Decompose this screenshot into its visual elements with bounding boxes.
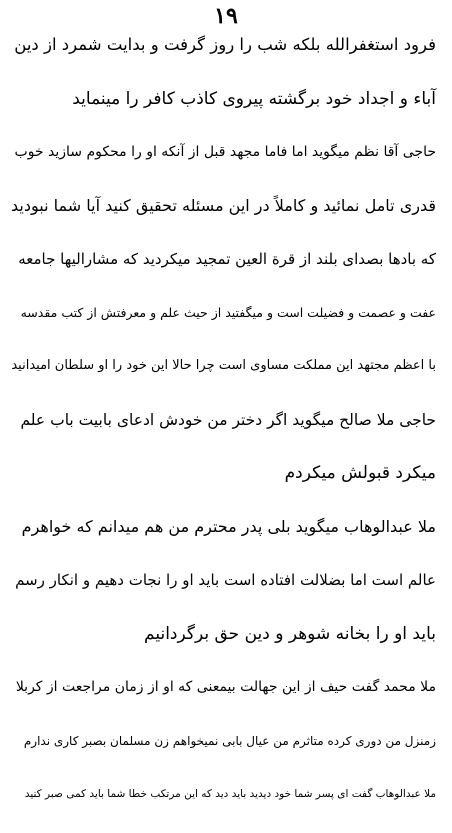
- text-line-4: قدری تامل نمائید و کاملاً در این مسئله تحقیق کنید آیا شما نبودید: [11, 195, 436, 215]
- text-line-5: که بادها بصدای بلند از قرة العین تمجید میکردید که مشارالیها جامعه: [18, 250, 436, 268]
- text-line-14: زمنزل من دوری کرده متاثرم من عیال بابی نمیخواهم زن مسلمان بصبر کاری ندارم: [23, 733, 436, 748]
- text-line-6: عفت و عصمت و فضیلت است و میگفتید از حیث علم و معرفتش از کتب مقدسه: [20, 304, 436, 320]
- text-line-11: عالم است اما بضلالت افتاده است باید او را نجات دهیم و انکار رسم: [15, 571, 436, 589]
- text-line-13: ملا محمد گفت حیف از این جهالت بیمعنی که او از زمان مراجعت از کربلا: [15, 679, 436, 695]
- text-line-2: آباء و اجداد خود برگشته پیروی کاذب کافر را مینماید: [72, 88, 436, 109]
- text-line-3: حاجی آقا نظم میگوید اما فاما مجهد قبل از آنکه او را محکوم سازید خوب: [14, 144, 436, 160]
- text-line-8: حاجی ملا صالح میگوید اگر دختر من خودش ادعای بابیت باب علم: [20, 410, 436, 429]
- text-line-15: ملا عبدالوهاب گفت ای پسر شما خود دیدید باید دید که این مرتکب خطا شما باید کمی صبر کنید: [24, 788, 436, 800]
- text-body: [10, 30, 442, 833]
- text-line-12: باید او را بخانه شوهر و دین حق برگردانیم: [144, 623, 436, 644]
- page-number: ۱۹: [214, 3, 238, 29]
- text-line-7: با اعظم مجتهد این مملکت مساوی است چرا حالا این خود را او سلطان امیدانید: [11, 358, 436, 373]
- text-line-10: ملا عبدالوهاب میگوید بلی پدر محترم من هم میدانم که خواهرم: [21, 516, 436, 536]
- text-line-9: میکرد قبولش میکردم: [284, 463, 436, 483]
- text-line-1: فرود استغفرالله بلکه شب را روز گرفت و بدایت شمرد از دین: [14, 35, 436, 54]
